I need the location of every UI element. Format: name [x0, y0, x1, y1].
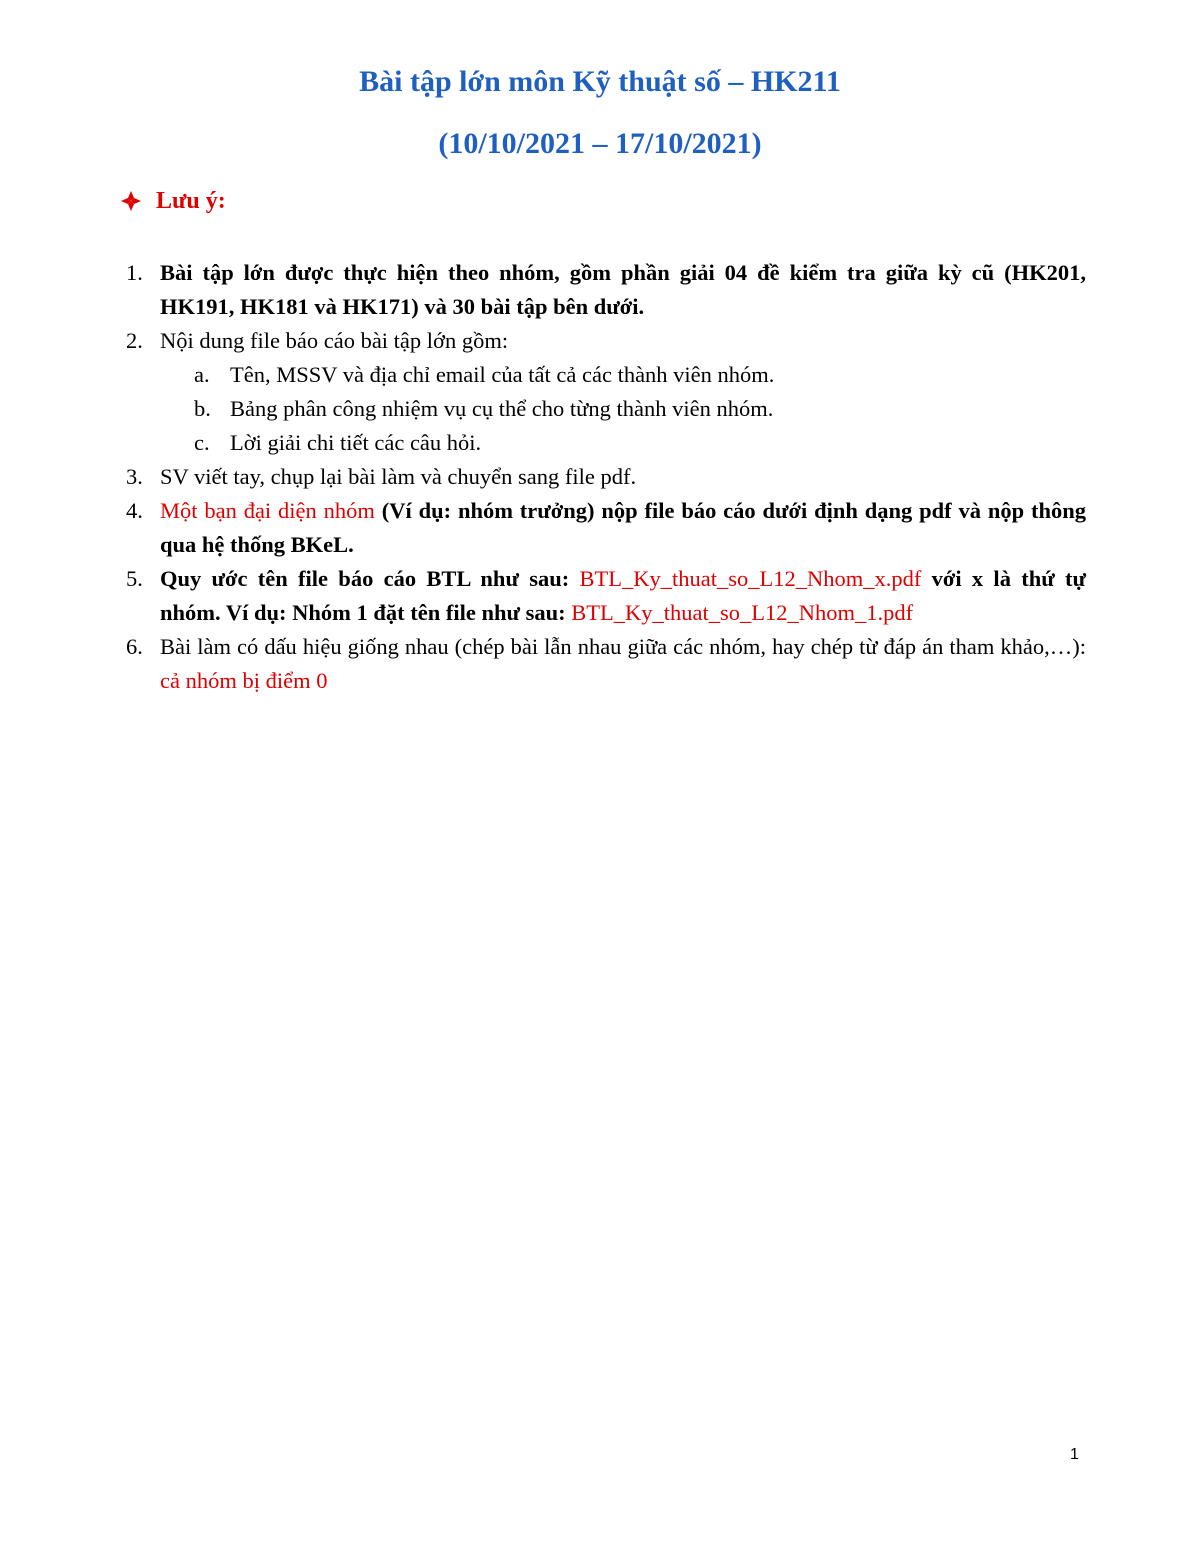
sub-list-item: c. Lời giải chi tiết các câu hỏi. — [194, 430, 482, 455]
list-item: 1. Bài tập lớn được thực hiện theo nhóm, gồm phần giải 04 đề kiểm tra giữa kỳ cũ (HK201, HK191, HK181 và HK171) và 30 bài tập bên dưới. — [126, 260, 1086, 319]
penalty-text: cả nhóm bị điểm 0 — [160, 668, 328, 693]
list-item: 5. Quy ước tên file báo cáo BTL như sau: BTL_Ky_thuat_so_L12_Nhom_x.pdf với x là thứ tự nhóm. Ví dụ: Nhóm 1 đặt tên file như sau: BTL_Ky_thuat_so_L12_Nhom_1.pdf — [126, 566, 1086, 625]
document-title: Bài tập lớn môn Kỹ thuật số – HK211 — [359, 65, 841, 98]
list-item: 2. Nội dung file báo cáo bài tập lớn gồm: — [126, 328, 509, 353]
diamond-bullet-icon — [120, 190, 142, 212]
note-label: Lưu ý: — [156, 188, 226, 214]
list-item: 4. Một bạn đại diện nhóm (Ví dụ: nhóm trưởng) nộp file báo cáo dưới định dạng pdf và nộp thông qua hệ thống BKeL. — [126, 498, 1086, 557]
page-number: 1 — [1070, 1446, 1079, 1463]
list-item: 3. SV viết tay, chụp lại bài làm và chuyển sang file pdf. — [126, 464, 637, 489]
list-item: 6. Bài làm có dấu hiệu giống nhau (chép bài lẫn nhau giữa các nhóm, hay chép từ đáp án tham khảo,…): cả nhóm bị điểm 0 — [126, 634, 1086, 693]
file-name-example: BTL_Ky_thuat_so_L12_Nhom_1.pdf — [571, 600, 914, 625]
file-name-pattern: BTL_Ky_thuat_so_L12_Nhom_x.pdf — [579, 566, 922, 591]
instruction-list — [120, 256, 1086, 698]
sub-list-item: b. Bảng phân công nhiệm vụ cụ thể cho từng thành viên nhóm. — [194, 396, 774, 421]
document-date-range: (10/10/2021 – 17/10/2021) — [438, 127, 762, 160]
sub-list-item: a. Tên, MSSV và địa chỉ email của tất cả các thành viên nhóm. — [194, 362, 775, 387]
note-heading — [120, 185, 226, 217]
highlight-text: Một bạn đại diện nhóm — [160, 498, 375, 523]
